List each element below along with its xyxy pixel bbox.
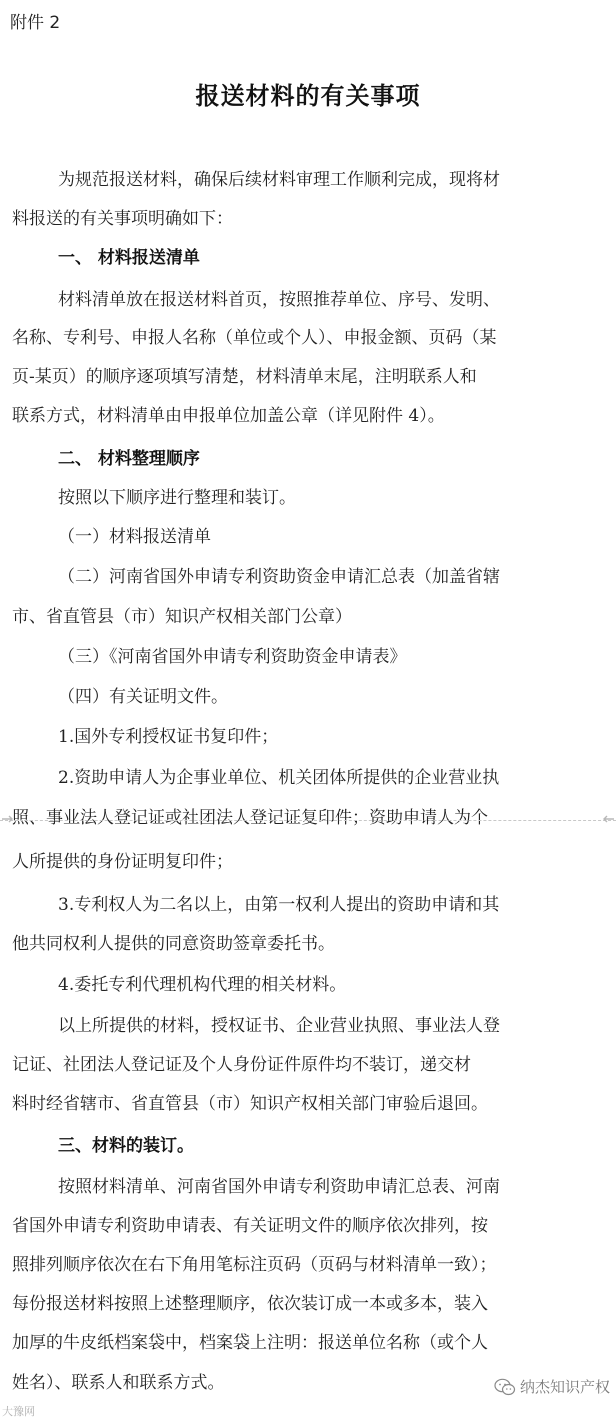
body-text-line: 市、省直管县（市）知识产权相关部门公章）	[12, 607, 352, 627]
body-text-line: 人所提供的身份证明复印件；	[12, 852, 233, 872]
body-text-line: 姓名）、联系人和联系方式。	[12, 1373, 225, 1393]
body-text-line: 2.资助申请人为企事业单位、机关团体所提供的企业营业执	[58, 768, 500, 788]
document-title: 报送材料的有关事项	[195, 82, 421, 110]
page-break-divider	[0, 820, 616, 821]
body-text-line: 按照材料清单、河南省国外申请专利资助申请汇总表、河南	[58, 1177, 500, 1197]
body-text-line: 3.专利权人为二名以上，由第一权利人提出的资助申请和其	[58, 895, 500, 915]
body-text-line: 页-某页）的顺序逐项填写清楚，材料清单末尾，注明联系人和	[12, 367, 477, 387]
section-heading: 三、材料的装订。	[58, 1136, 194, 1156]
watermark-right	[494, 1376, 610, 1397]
watermark-right-text: 纳杰知识产权	[519, 1378, 610, 1396]
body-text-line: 为规范报送材料，确保后续材料审理工作顺利完成，现将材	[58, 170, 500, 190]
watermark-left: 大豫网	[2, 1405, 35, 1418]
section-heading: 一、 材料报送清单	[58, 248, 200, 268]
body-text-line: （四）有关证明文件。	[58, 687, 228, 707]
page-break-left-marker-icon	[0, 812, 14, 826]
body-text-line: 材料清单放在报送材料首页，按照推荐单位、序号、发明、	[58, 290, 500, 310]
body-text-line: 联系方式，材料清单由申报单位加盖公章（详见附件 4）。	[12, 406, 445, 426]
page-break-right-marker-icon	[602, 812, 616, 826]
body-text-line: （二）河南省国外申请专利资助资金申请汇总表（加盖省辖	[58, 567, 500, 587]
body-text-line: 加厚的牛皮纸档案袋中，档案袋上注明：报送单位名称（或个人	[12, 1333, 488, 1353]
body-text-line: 料时经省辖市、省直管县（市）知识产权相关部门审验后退回。	[12, 1094, 488, 1114]
body-text-line: 按照以下顺序进行整理和装订。	[58, 488, 296, 508]
body-text-line: 照排列顺序依次在右下角用笔标注页码（页码与材料清单一致）；	[12, 1255, 497, 1275]
body-text-line: 记证、社团法人登记证及个人身份证件原件均不装订，递交材	[12, 1055, 471, 1075]
body-text-line: 4.委托专利代理机构代理的相关材料。	[58, 975, 347, 995]
body-text-line: （三）《河南省国外申请专利资助资金申请表》	[58, 647, 407, 667]
body-text-line: 以上所提供的材料，授权证书、企业营业执照、事业法人登	[58, 1016, 500, 1036]
body-text-line: 他共同权利人提供的同意资助签章委托书。	[12, 934, 335, 954]
wechat-icon	[494, 1378, 516, 1396]
body-text-line: 每份报送材料按照上述整理顺序，依次装订成一本或多本，装入	[12, 1294, 488, 1314]
body-text-line: 名称、专利号、申报人名称（单位或个人）、申报金额、页码（某	[12, 328, 497, 348]
body-text-line: 省国外申请专利资助申请表、有关证明文件的顺序依次排列，按	[12, 1216, 488, 1236]
body-text-line: 料报送的有关事项明确如下：	[12, 209, 233, 229]
body-text-line: 照、事业法人登记证或社团法人登记证复印件；资助申请人为个	[12, 808, 488, 828]
attachment-label: 附件 2	[10, 13, 61, 33]
section-heading: 二、 材料整理顺序	[58, 449, 200, 469]
body-text-line: 1.国外专利授权证书复印件；	[58, 727, 279, 747]
body-text-line: （一）材料报送清单	[58, 527, 211, 547]
